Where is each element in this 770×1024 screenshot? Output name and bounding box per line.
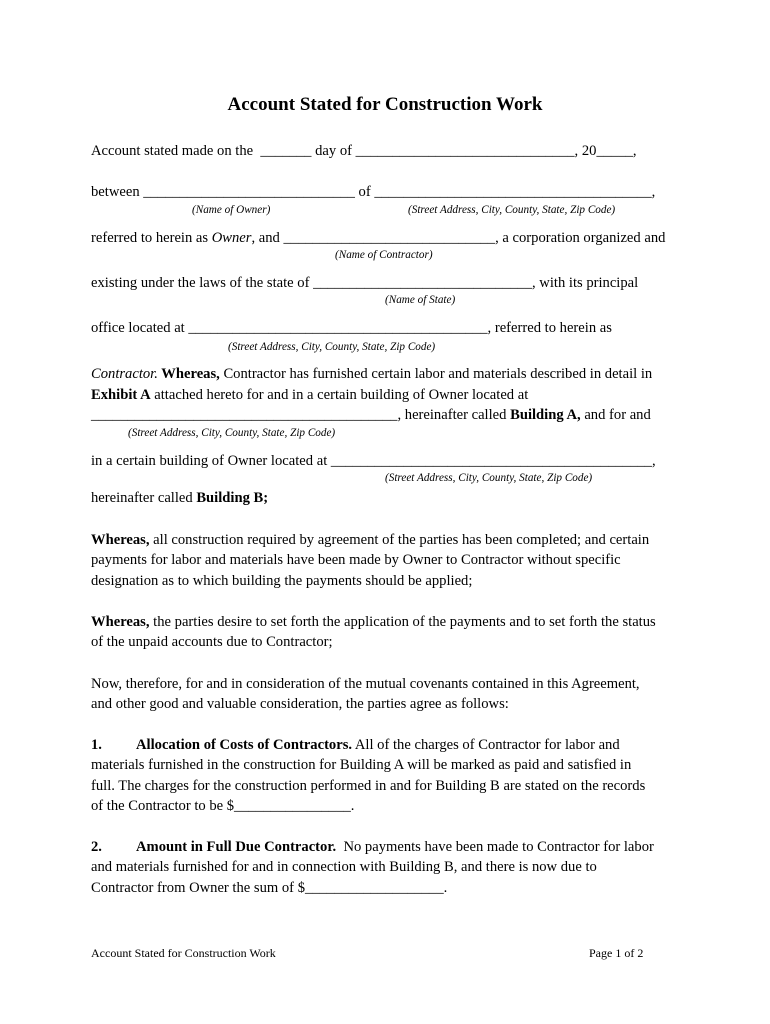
text: the parties desire to set forth the application of the payments and to set forth the status	[149, 614, 656, 630]
now-therefore-line-2: and other good and valuable consideration, the parties agree as follows:	[91, 696, 509, 712]
between-line: between _____________________________ of ______________________________________,	[91, 184, 656, 200]
caption-office-address: (Street Address, City, County, State, Zip Code)	[228, 341, 436, 353]
text: Contractor has furnished certain labor and materials described in detail in	[219, 366, 653, 382]
account-date-line: Account stated made on the _______ day of ______________________________, 20_____,	[91, 143, 637, 159]
text: and for and	[580, 407, 651, 423]
office-line: office located at _________________________________________, referred to herein as	[91, 320, 612, 336]
text: __________________________________________, hereinafter called	[91, 407, 511, 423]
caption-state-name: (Name of State)	[385, 294, 456, 306]
section-heading: Allocation of Costs of Contractors.	[136, 737, 353, 753]
caption-owner-name: (Name of Owner)	[192, 204, 271, 216]
building-a-term: Building A,	[510, 407, 581, 423]
document-title: Account Stated for Construction Work	[227, 94, 543, 115]
section-2-line-1	[91, 838, 654, 856]
section-1-line-1	[91, 736, 620, 754]
page-number: Page 1 of 2	[589, 946, 644, 960]
exhibit-a-term: Exhibit A	[91, 387, 151, 403]
section-1-line-4: of the Contractor to be $________________.	[91, 798, 355, 814]
whereas2-line-2: payments for labor and materials have been made by Owner to Contractor without specific	[91, 552, 621, 568]
whereas-term: Whereas,	[91, 532, 150, 548]
text: attached hereto for and in a certain building of Owner located at	[150, 387, 529, 403]
text: No payments have been made to Contractor for labor	[336, 839, 654, 855]
caption-owner-address: (Street Address, City, County, State, Zip Code)	[408, 204, 616, 216]
contractor-line	[91, 229, 665, 247]
text: referred to herein as	[91, 230, 212, 246]
whereas-term: Whereas,	[91, 614, 150, 630]
text: hereinafter called	[91, 490, 197, 506]
whereas-line-3	[91, 406, 651, 424]
section-1-line-3: full. The charges for the construction performed in and for Building B are stated on the records	[91, 778, 646, 794]
building-b-term: Building B;	[196, 490, 269, 506]
owner-term: Owner	[211, 230, 252, 246]
caption-building-a-address: (Street Address, City, County, State, Zip Code)	[128, 427, 336, 439]
whereas-line-1	[91, 365, 652, 383]
building-b-called-line	[91, 489, 268, 507]
whereas2-line-3: designation as to which building the payments should be applied;	[91, 573, 473, 589]
state-line: existing under the laws of the state of ______________________________, with its principal	[91, 275, 639, 291]
now-therefore-line-1: Now, therefore, for and in consideration of the mutual covenants contained in this Agreement,	[91, 676, 640, 692]
caption-contractor-name: (Name of Contractor)	[335, 249, 433, 261]
text: all construction required by agreement of the parties has been completed; and certain	[149, 532, 650, 548]
whereas3-line-2: of the unpaid accounts due to Contractor;	[91, 634, 333, 650]
whereas3-line-1	[91, 613, 656, 631]
section-2-line-3: Contractor from Owner the sum of $___________________.	[91, 880, 448, 896]
text: All of the charges of Contractor for labor and	[352, 737, 620, 753]
section-1-line-2: materials furnished in the construction for Building A will be marked as paid and satisfied in	[91, 757, 632, 773]
footer-title: Account Stated for Construction Work	[91, 946, 276, 960]
section-number: 2.	[91, 839, 102, 855]
section-2-line-2: and materials furnished for and in connection with Building B, and there is now due to	[91, 859, 597, 875]
whereas2-line-1	[91, 531, 649, 549]
caption-building-b-address: (Street Address, City, County, State, Zip Code)	[385, 472, 593, 484]
whereas-term: Whereas,	[157, 366, 220, 382]
text: , and _____________________________, a corporation organized and	[251, 230, 666, 246]
section-heading: Amount in Full Due Contractor.	[136, 839, 337, 855]
contractor-term: Contractor.	[91, 366, 158, 382]
section-number: 1.	[91, 737, 102, 753]
building-b-line: in a certain building of Owner located at ____________________________________________,	[91, 453, 656, 469]
whereas-line-2	[91, 386, 528, 404]
